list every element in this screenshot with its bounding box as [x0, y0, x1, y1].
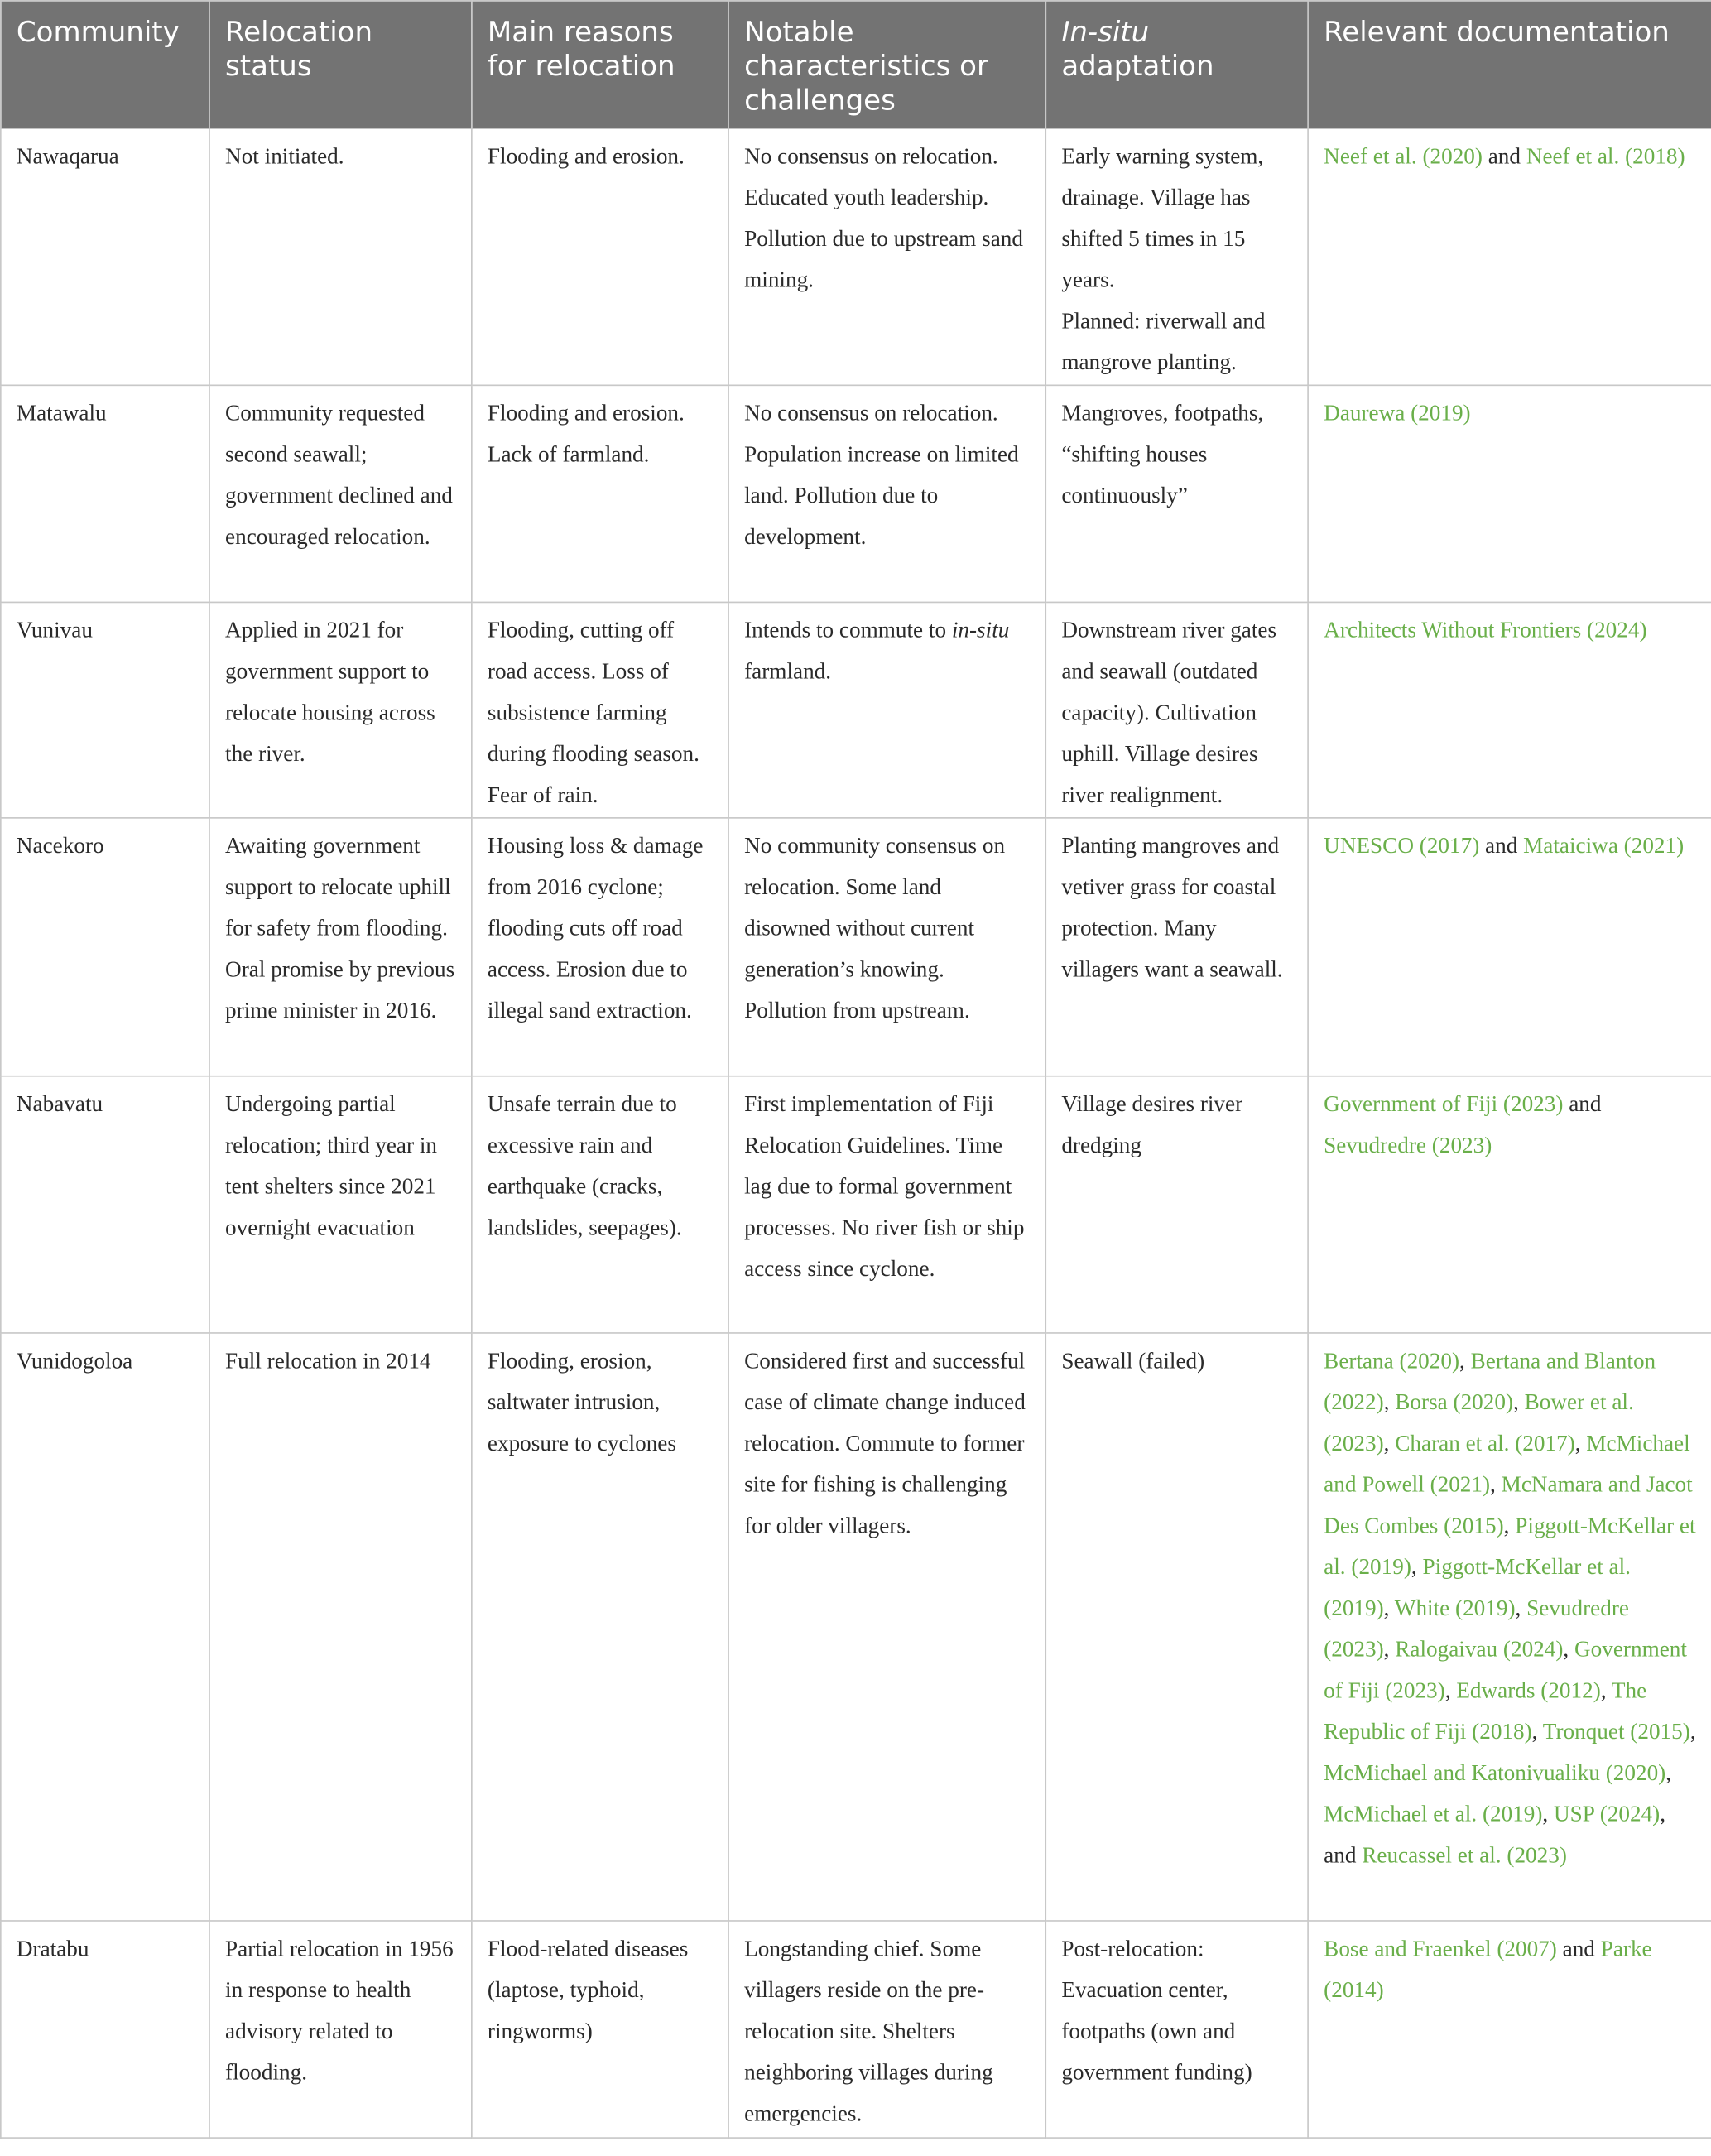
notable-cell: No consensus on relocation. Population increase on limited land. Pollution due to development. [728, 385, 1045, 602]
reference-separator: , [1513, 1388, 1525, 1415]
table-row [1, 128, 1711, 385]
reasons-cell: Flooding and erosion. [472, 128, 728, 385]
insitu-cell: Downstream river gates and seawall (outdated capacity). Cultivation uphill. Village desires river realignment. [1045, 602, 1308, 817]
reference-link[interactable]: Daurewa (2019) [1324, 399, 1471, 426]
notable-cell: First implementation of Fiji Relocation Guidelines. Time lag due to formal government processes. No river fish or ship access since cyclone. [728, 1076, 1045, 1333]
header-main-reasons: Main reasons for relocation [472, 1, 728, 128]
header-in-situ-adaptation: In-situ adaptation [1045, 1, 1308, 128]
reference-link[interactable]: McMichael and Powell (2021) [1324, 1429, 1690, 1498]
reference-link[interactable]: Piggott-McKellar et al. (2019) [1324, 1553, 1631, 1621]
table-row [1, 1333, 1711, 1921]
reference-separator: , [1574, 1429, 1587, 1456]
documentation-cell: Government of Fiji (2023) and Sevudredre (2023) [1308, 1076, 1711, 1333]
community-cell: Vunidogoloa [1, 1333, 209, 1921]
insitu-cell: Seawall (failed) [1045, 1333, 1308, 1921]
insitu-cell: Post-relocation: Evacuation center, footpaths (own and government funding) [1045, 1921, 1308, 2138]
reference-separator: , [1383, 1594, 1395, 1621]
reference-separator: , [1490, 1470, 1502, 1498]
table-row [1, 1076, 1711, 1333]
community-cell: Nabavatu [1, 1076, 209, 1333]
community-cell: Vunivau [1, 602, 209, 817]
documentation-cell [1308, 1333, 1711, 1921]
table-row [1, 385, 1711, 602]
reference-separator: , [1459, 1347, 1471, 1374]
status-cell: Not initiated. [209, 128, 472, 385]
reference-link[interactable]: Sevudredre (2023) [1324, 1131, 1492, 1158]
insitu-cell: Mangroves, footpaths, “shifting houses continuously” [1045, 385, 1308, 602]
reasons-cell: Unsafe terrain due to excessive rain and earthquake (cracks, landslides, seepages). [472, 1076, 728, 1333]
reference-link[interactable]: Bose and Fraenkel (2007) [1324, 1935, 1557, 1961]
reference-separator: , [1383, 1429, 1396, 1456]
insitu-cell: Village desires river dredging [1045, 1076, 1308, 1333]
reference-link[interactable]: Neef et al. (2018) [1526, 142, 1685, 170]
reasons-cell: Flooding, erosion, saltwater intrusion, exposure to cyclones [472, 1333, 728, 1921]
reference-link[interactable]: Borsa (2020) [1395, 1388, 1514, 1415]
reasons-cell: Flooding and erosion. Lack of farmland. [472, 385, 728, 602]
notable-cell: No consensus on relocation. Educated youth leadership. Pollution due to upstream sand mining. [728, 128, 1045, 385]
community-cell: Matawalu [1, 385, 209, 602]
reference-separator: , [1689, 1718, 1696, 1745]
reference-separator: , [1383, 1635, 1396, 1663]
reasons-cell: Flooding, cutting off road access. Loss of subsistence farming during flooding season. Fear of rain. [472, 602, 728, 817]
notable-cell: Intends to commute to in-situ farmland. [728, 602, 1045, 817]
table-row [1, 818, 1711, 1076]
reference-link[interactable]: Sevudredre (2023) [1324, 1594, 1629, 1663]
header-relocation-status: Relocation status [209, 1, 472, 128]
reference-link[interactable]: Ralogaivau (2024) [1395, 1635, 1564, 1663]
status-cell: Partial relocation in 1956 in response to health advisory related to flooding. [209, 1921, 472, 2138]
reference-link[interactable]: Tronquet (2015) [1542, 1718, 1690, 1745]
reference-separator: , [1542, 1800, 1555, 1827]
community-cell: Nawaqarua [1, 128, 209, 385]
reference-link[interactable]: White (2019) [1394, 1594, 1516, 1621]
notable-cell: Longstanding chief. Some villagers reside on the pre-relocation site. Shelters neighboring villages during emergencies. [728, 1921, 1045, 2138]
reference-link[interactable]: USP (2024) [1554, 1800, 1661, 1827]
reference-separator: , [1411, 1553, 1423, 1580]
documentation-cell [1308, 602, 1711, 817]
reference-link[interactable]: UNESCO (2017) [1324, 832, 1480, 859]
documentation-cell: Bose and Fraenkel (2007) and Parke (2014) [1308, 1921, 1711, 2138]
reference-link[interactable]: The Republic of Fiji (2018) [1324, 1677, 1647, 1745]
notable-cell: Considered first and successful case of climate change induced relocation. Commute to former site for fishing is challenging for older villagers. [728, 1333, 1045, 1921]
reference-separator: , [1503, 1512, 1516, 1538]
reference-link[interactable]: Neef et al. (2020) [1324, 142, 1483, 170]
status-cell: Community requested second seawall; government declined and encouraged relocation. [209, 385, 472, 602]
reference-separator: , [1383, 1388, 1396, 1415]
reference-link[interactable]: Reucassel et al. (2023) [1362, 1841, 1567, 1869]
community-cell: Nacekoro [1, 818, 209, 1076]
status-cell: Full relocation in 2014 [209, 1333, 472, 1921]
status-cell: Awaiting government support to relocate uphill for safety from flooding. Oral promise by previous prime minister in 2016. [209, 818, 472, 1076]
reference-separator: , [1600, 1677, 1612, 1704]
reference-link[interactable]: Bertana and Blanton (2022) [1324, 1347, 1656, 1415]
header-relevant-documentation: Relevant documentation [1308, 1, 1711, 128]
reference-separator: , and [1324, 1800, 1666, 1869]
reference-link[interactable]: Parke (2014) [1324, 1935, 1652, 2003]
community-cell: Dratabu [1, 1921, 209, 2138]
documentation-cell [1308, 385, 1711, 602]
header-community: Community [1, 1, 209, 128]
table-row [1, 602, 1711, 817]
reference-link[interactable]: Charan et al. (2017) [1395, 1429, 1575, 1456]
status-cell: Applied in 2021 for government support to relocate housing across the river. [209, 602, 472, 817]
reference-separator: , [1515, 1594, 1527, 1621]
reference-link[interactable]: McMichael and Katonivualiku (2020) [1324, 1759, 1666, 1786]
reference-separator: , [1665, 1759, 1672, 1786]
reference-link[interactable]: Architects Without Frontiers (2024) [1324, 616, 1647, 643]
documentation-cell: UNESCO (2017) and Mataiciwa (2021) [1308, 818, 1711, 1076]
reference-link[interactable]: Bower et al. (2023) [1324, 1388, 1634, 1456]
reference-link[interactable]: Government of Fiji (2023) [1324, 1635, 1687, 1704]
insitu-cell: Early warning system, drainage. Village has shifted 5 times in 15 years. Planned: riverwall and mangrove planting. [1045, 128, 1308, 385]
reasons-cell: Flood-related diseases (laptose, typhoid, ringworms) [472, 1921, 728, 2138]
table-row [1, 1921, 1711, 2138]
reference-separator: , [1531, 1718, 1543, 1745]
reference-link[interactable]: Piggott-McKellar et al. (2019) [1324, 1512, 1696, 1580]
reference-link[interactable]: Mataiciwa (2021) [1523, 832, 1685, 859]
header-row [1, 1, 1711, 128]
reference-link[interactable]: Bertana (2020) [1324, 1347, 1460, 1374]
reference-link[interactable]: McMichael et al. (2019) [1324, 1800, 1543, 1827]
documentation-cell: Neef et al. (2020) and Neef et al. (2018) [1308, 128, 1711, 385]
reasons-cell: Housing loss & damage from 2016 cyclone; flooding cuts off road access. Erosion due to illegal sand extraction. [472, 818, 728, 1076]
reference-separator: , [1563, 1635, 1575, 1663]
status-cell: Undergoing partial relocation; third year in tent shelters since 2021 overnight evacuation [209, 1076, 472, 1333]
notable-cell: No community consensus on relocation. Some land disowned without current generation’s knowing. Pollution from upstream. [728, 818, 1045, 1076]
reference-link[interactable]: McNamara and Jacot Des Combes (2015) [1324, 1470, 1693, 1538]
reference-link[interactable]: Government of Fiji (2023) [1324, 1090, 1564, 1117]
reference-link[interactable]: Edwards (2012) [1456, 1677, 1601, 1704]
insitu-cell: Planting mangroves and vetiver grass for coastal protection. Many villagers want a seawall. [1045, 818, 1308, 1076]
reference-separator: , [1444, 1677, 1457, 1704]
header-notable-characteristics: Notable characteristics or challenges [728, 1, 1045, 128]
